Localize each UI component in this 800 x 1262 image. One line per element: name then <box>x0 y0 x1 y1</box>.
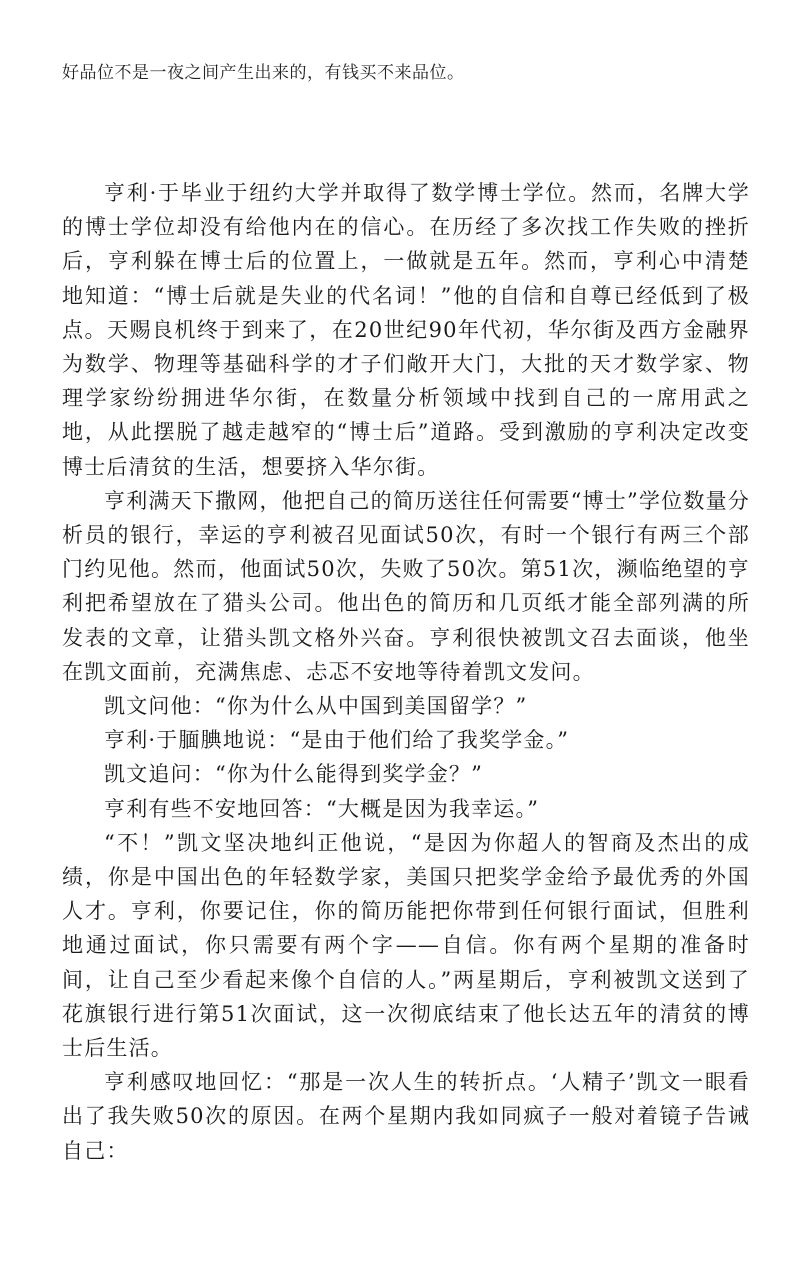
paragraph-6: 亨利有些不安地回答：“大概是因为我幸运。” <box>104 796 540 821</box>
paragraph-7: “不！”凯文坚决地纠正他说，“是因为你超人的智商及杰出的成绩，你是中国出色的年轻数学家，美国只把奖学金给予最优秀的外国人才。亨利，你要记住，你的简历能把你带到任何银行面试，但胜利地通过面试，你只需要有两个字——自信。你有两个星期的准备时间，让自己至少看起来像个自信的人。”两星期后，亨利被凯文送到了花旗银行进行第51次面试，这一次彻底结束了他长达五年的清贫的博士后生活。 <box>62 830 750 1061</box>
body-text <box>62 176 750 1168</box>
paragraph-5: 凯文追问：“你为什么能得到奖学金？” <box>104 762 484 787</box>
paragraph-3: 凯文问他：“你为什么从中国到美国留学？” <box>104 694 528 719</box>
paragraph-2: 亨利满天下撒网，他把自己的简历送往任何需要“博士”学位数量分析员的银行，幸运的亨利被召见面试50次，有时一个银行有两三个部门约见他。然而，他面试50次，失败了50次。第51次，濒临绝望的亨利把希望放在了猎头公司。他出色的简历和几页纸才能全部列满的所发表的文章，让猎头凯文格外兴奋。亨利很快被凯文召去面谈，他坐在凯文面前，充满焦虑、忐忑不安地等待着凯文发问。 <box>62 488 750 684</box>
paragraph-4: 亨利·于腼腆地说：“是由于他们给了我奖学金。” <box>104 728 570 753</box>
paragraph-1: 亨利·于毕业于纽约大学并取得了数学博士学位。然而，名牌大学的博士学位却没有给他内在的信心。在历经了多次找工作失败的挫折后，亨利躲在博士后的位置上，一做就是五年。然而，亨利心中清楚地知道：“博士后就是失业的代名词！”他的自信和自尊已经低到了极点。天赐良机终于到来了，在20世纪90年代初，华尔街及西方金融界为数学、物理等基础科学的才子们敞开大门，大批的天才数学家、物理学家纷纷拥进华尔街，在数量分析领域中找到自己的一席用武之地，从此摆脱了越走越窄的“博士后”道路。受到激励的亨利决定改变博士后清贫的生活，想要挤入华尔街。 <box>62 181 750 479</box>
top-note: 好品位不是一夜之间产生出来的，有钱买不来品位。 <box>62 63 465 83</box>
paragraph-8: 亨利感叹地回忆：“那是一次人生的转折点。‘人精子’凯文一眼看出了我失败50次的原因。在两个星期内我如同疯子一般对着镜子告诫自己： <box>62 1070 750 1163</box>
